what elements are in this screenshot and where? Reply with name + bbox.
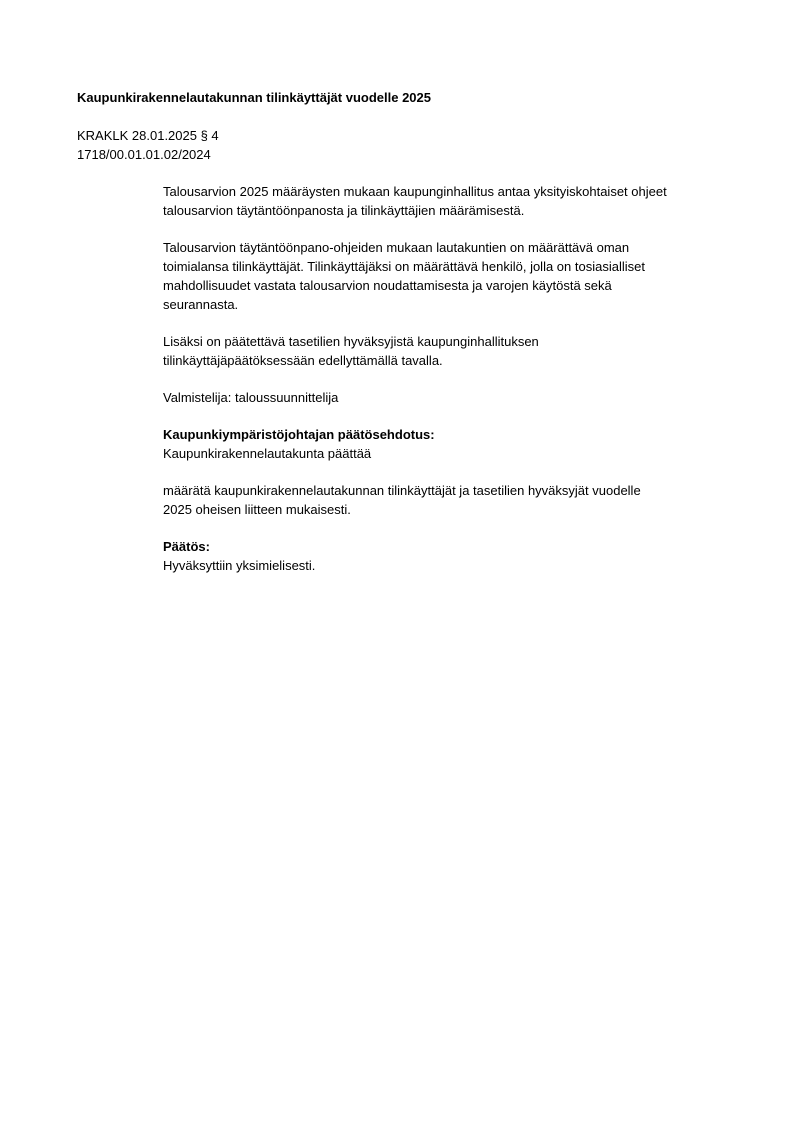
- decision-heading: Päätös:: [163, 539, 210, 554]
- proposal-line: 2025 oheisen liitteen mukaisesti.: [163, 502, 351, 517]
- paragraph-budget-rules: [163, 182, 743, 220]
- proposal-heading: Kaupunkiympäristöjohtajan päätösehdotus:: [163, 427, 435, 442]
- paragraph-line: mahdollisuudet vastata talousarvion noudattamisesta ja varojen käytöstä sekä: [163, 278, 612, 293]
- document-meta: [77, 126, 219, 164]
- document-title: Kaupunkirakennelautakunnan tilinkäyttäjät vuodelle 2025: [77, 90, 431, 105]
- proposal-body: [163, 481, 743, 519]
- preparer-text: Valmistelija: taloussuunnittelija: [163, 390, 339, 405]
- paragraph-implementation: [163, 238, 743, 314]
- paragraph-line: Lisäksi on päätettävä tasetilien hyväksyjistä kaupunginhallituksen: [163, 334, 539, 349]
- meeting-reference: KRAKLK 28.01.2025 § 4: [77, 128, 219, 143]
- proposal-line: määrätä kaupunkirakennelautakunnan tilinkäyttäjät ja tasetilien hyväksyjät vuodelle: [163, 483, 641, 498]
- record-id: 1718/00.01.01.02/2024: [77, 147, 211, 162]
- decision-text: Hyväksyttiin yksimielisesti.: [163, 558, 316, 573]
- paragraph-line: tilinkäyttäjäpäätöksessään edellyttämällä tavalla.: [163, 353, 443, 368]
- paragraph-line: seurannasta.: [163, 297, 239, 312]
- paragraph-line: toimialansa tilinkäyttäjät. Tilinkäyttäjäksi on määrättävä henkilö, jolla on tosiasialliset: [163, 259, 645, 274]
- proposal-section: [163, 425, 743, 463]
- paragraph-balance-accounts: [163, 332, 743, 370]
- proposal-intro: Kaupunkirakennelautakunta päättää: [163, 446, 372, 461]
- preparer: [163, 388, 743, 407]
- paragraph-line: Talousarvion täytäntöönpano-ohjeiden mukaan lautakuntien on määrättävä oman: [163, 240, 630, 255]
- decision-section: [163, 537, 743, 575]
- paragraph-line: talousarvion täytäntöönpanosta ja tilinkäyttäjien määrämisestä.: [163, 203, 525, 218]
- paragraph-line: Talousarvion 2025 määräysten mukaan kaupunginhallitus antaa yksityiskohtaiset ohjeet: [163, 184, 667, 199]
- document-body: [163, 182, 743, 593]
